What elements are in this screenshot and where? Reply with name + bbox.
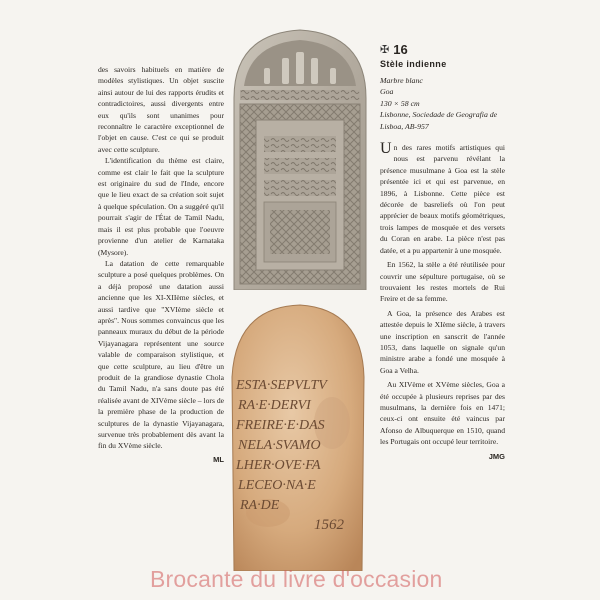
stele-inscription-line-3: FREIRE·E·DAS xyxy=(236,418,325,433)
stele-inscription-line-8: 1562 xyxy=(314,517,344,533)
stele-inscription-line-4: NELA·SVAMO xyxy=(238,438,321,453)
right-paragraph-3: A Goa, la présence des Arabes est attestée depuis le XIème siècle, à travers une inscription en sanscrit de l'année 1053, dans laquelle on signale qu'un ministre arabe a fondé une mosquée à Goa a Velha. xyxy=(380,308,505,375)
right-paragraph-4: Au XIVème et XVème siècles, Goa a été occupée à plusieurs reprises par des musulmans, la dernière fois en 1471; ceux-ci ont ensuite été vaincus par Afonso de Albuquerque en 1510, quand les Portugais ont occupé leur territoire. xyxy=(380,380,505,447)
stele-inscription-line-5: LHER·OVE·FA xyxy=(236,458,321,473)
stele-inscription-line-1: ESTA·SEPVLTV xyxy=(236,378,327,393)
meta-material: Marbre blanc xyxy=(380,76,423,85)
meta-collection: Lisbonne, Sociedade de Geografia de Lisboa, AB-957 xyxy=(380,110,498,131)
left-paragraph-3: La datation de cette remarquable sculpture a posé quelques problèmes. On a déjà proposé une datation aussi ancienne que les XI-XIIème siècles, et aussi tardive que "XVIème siècle et après". Nous sommes convaincus que les panneaux muraux du début de la période Vijayanagara représentent une source valable de comparaison stylistique, et que cette sculpture, au lieu d'être un produit de la grandiose dynastie Chola du Tamil Nadu, n'a sans doute pas été réalisée avant de XIVème siècle – lors de la première phase de la production de sculptures de la dynastie Vijayanagara, survenue très probablement dès avant la fin du XVème siècle. xyxy=(98,258,224,451)
left-paragraph-1: des savoirs habituels en matière de modèles stylistiques. Un objet suscite ainsi autour de lui des rapports érudits et contradictoires, aussi divergents entre eux qu'ils sont unanimes pour reconnaître le caractère exceptionnel de l'objet en cause. C'est ce qui se produit avec cette sculpture. xyxy=(98,65,224,154)
right-signature: JMG xyxy=(488,451,505,461)
catalog-title: Stèle indienne xyxy=(380,59,447,69)
catalog-number: 16 xyxy=(393,42,408,57)
stele-inscription-line-2: RA·E·DERVI xyxy=(238,398,311,413)
meta-origin: Goa xyxy=(380,87,394,97)
stele-inscription-line-7: RA·DE xyxy=(240,498,280,513)
right-paragraph-2: En 1562, la stèle a été réutilisée pour couvrir une sépulture portugaise, où se trouvaient les restes mortels de Rui Freire et de sa femme. xyxy=(380,260,505,304)
right-paragraph-1: Un des rares motifs artistiques qui nous est parvenu révélant la présence musulmane à Goa est la stèle présentée ici et qui est parvenue, en 1896, à Lisbonne. Cette pièce est décorée de basreliefs où l'on peut apprécier de beaux motifs géométriques, trois lampes de mosquée et des versets du Coran en arabe. La pièce n'est pas datée, et a pu appartenir à une mosquée. xyxy=(380,140,505,255)
cross-icon: ✠ xyxy=(380,44,390,56)
meta-dimensions: 130 × 58 cm xyxy=(380,98,420,108)
tomb-stele-image xyxy=(228,303,368,571)
stele-inscription-line-6: LECEO·NA·E xyxy=(238,478,316,493)
left-text-column xyxy=(98,64,224,465)
left-paragraph-2: L'identification du thème est claire, comme est clair le fait que la sculpture est originaire du sud de l'Inde, encore que le lieu exact de sa création soit sujet à quelque spéculation. On a suggéré qu'il pourrait s'agir de l'État de Tamil Nadu, mais il est plus probable que l'oeuvre provienne d'un atelier de Karnataka (Mysore). xyxy=(98,156,224,257)
catalog-meta xyxy=(380,75,505,132)
watermark-text: Brocante du livre d'occasion xyxy=(150,566,443,592)
catalog-heading xyxy=(380,42,505,57)
right-text-column xyxy=(380,42,505,462)
right-body xyxy=(380,142,505,462)
left-signature: ML xyxy=(213,454,224,464)
islamic-stele-image xyxy=(230,28,370,290)
dropcap: U xyxy=(380,140,392,158)
